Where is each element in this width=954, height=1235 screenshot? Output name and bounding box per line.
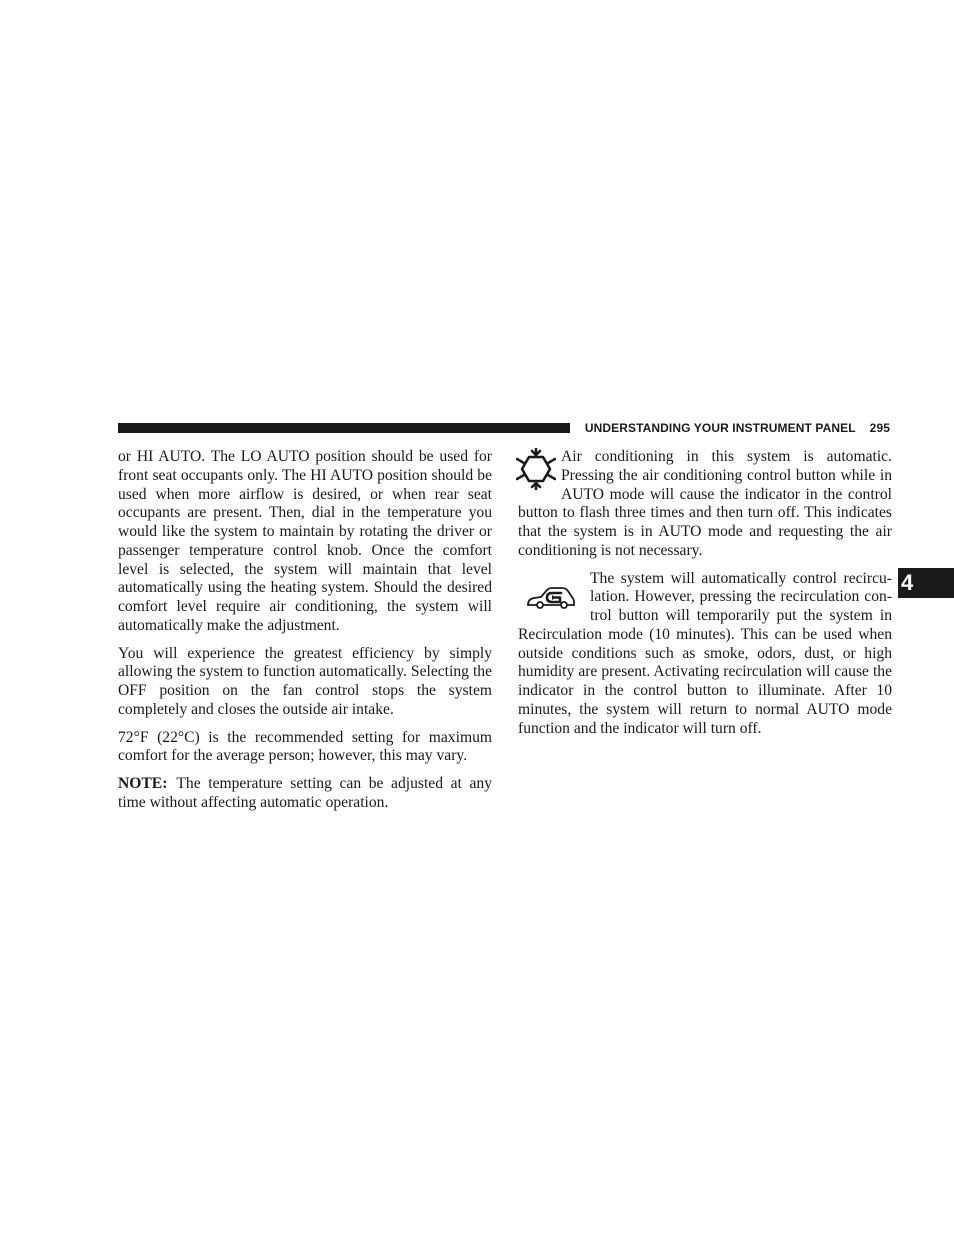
page-number: 295 (869, 421, 890, 435)
right-column (518, 448, 892, 738)
chapter-tab: 4 (898, 568, 954, 598)
left-column (118, 448, 492, 813)
paragraph-auto-modes: or HI AUTO. The LO AUTO position should be used for front seat occupants only. The HI AUTO position should be used when more airflow is desired, or when rear seat occupants are present. Then, dial in the temperature you would like the system to maintain by rotating the driver or passenger temperature control knob. Once the comfort level is selected, the system will maintain that level automatically using the heating system. Should the desired comfort level require air conditioning, the system will automatically make the adjustment. (118, 448, 492, 634)
paragraph-recommended-setting: 72°F (22°C) is the recommended setting for maximum comfort for the average person; however, this may vary. (118, 728, 492, 765)
recirculation-text: The system will automatically control recirculation. However, pressing the recirculation control button will temporarily put the system in Recirculation mode (10 minutes). This can be used when outside conditions such as smoke, odors, dust, or high humidity are present. Activating recirculation will cause the indicator in the control button to illuminate. After 10 minutes, the system will return to normal AUTO mode function and the indicator will turn off. (518, 569, 892, 737)
ac-text: Air conditioning in this system is automatic. Pressing the air conditioning control button while in AUTO mode will cause the indicator in the control button to flash three times and then turn off. This indicates that the system is in AUTO mode and requesting the air conditioning is not necessary. (518, 448, 892, 559)
paragraph-air-conditioning (518, 448, 892, 561)
note-paragraph (118, 775, 492, 813)
snowflake-icon (516, 448, 556, 490)
note-label: NOTE: (118, 775, 168, 792)
running-header (585, 419, 890, 437)
header-rule (118, 423, 570, 433)
section-title: UNDERSTANDING YOUR INSTRUMENT PANEL (584, 421, 856, 435)
paragraph-efficiency: You will experience the greatest efficiency by simply allowing the system to function automatically. Selecting the OFF position on the fan control stops the system completely and closes the outside air intake. (118, 644, 492, 718)
recirculation-icon (524, 576, 576, 616)
paragraph-recirculation (518, 570, 892, 739)
note-text: The temperature setting can be adjusted at any time without affecting automatic operation. (118, 775, 492, 811)
